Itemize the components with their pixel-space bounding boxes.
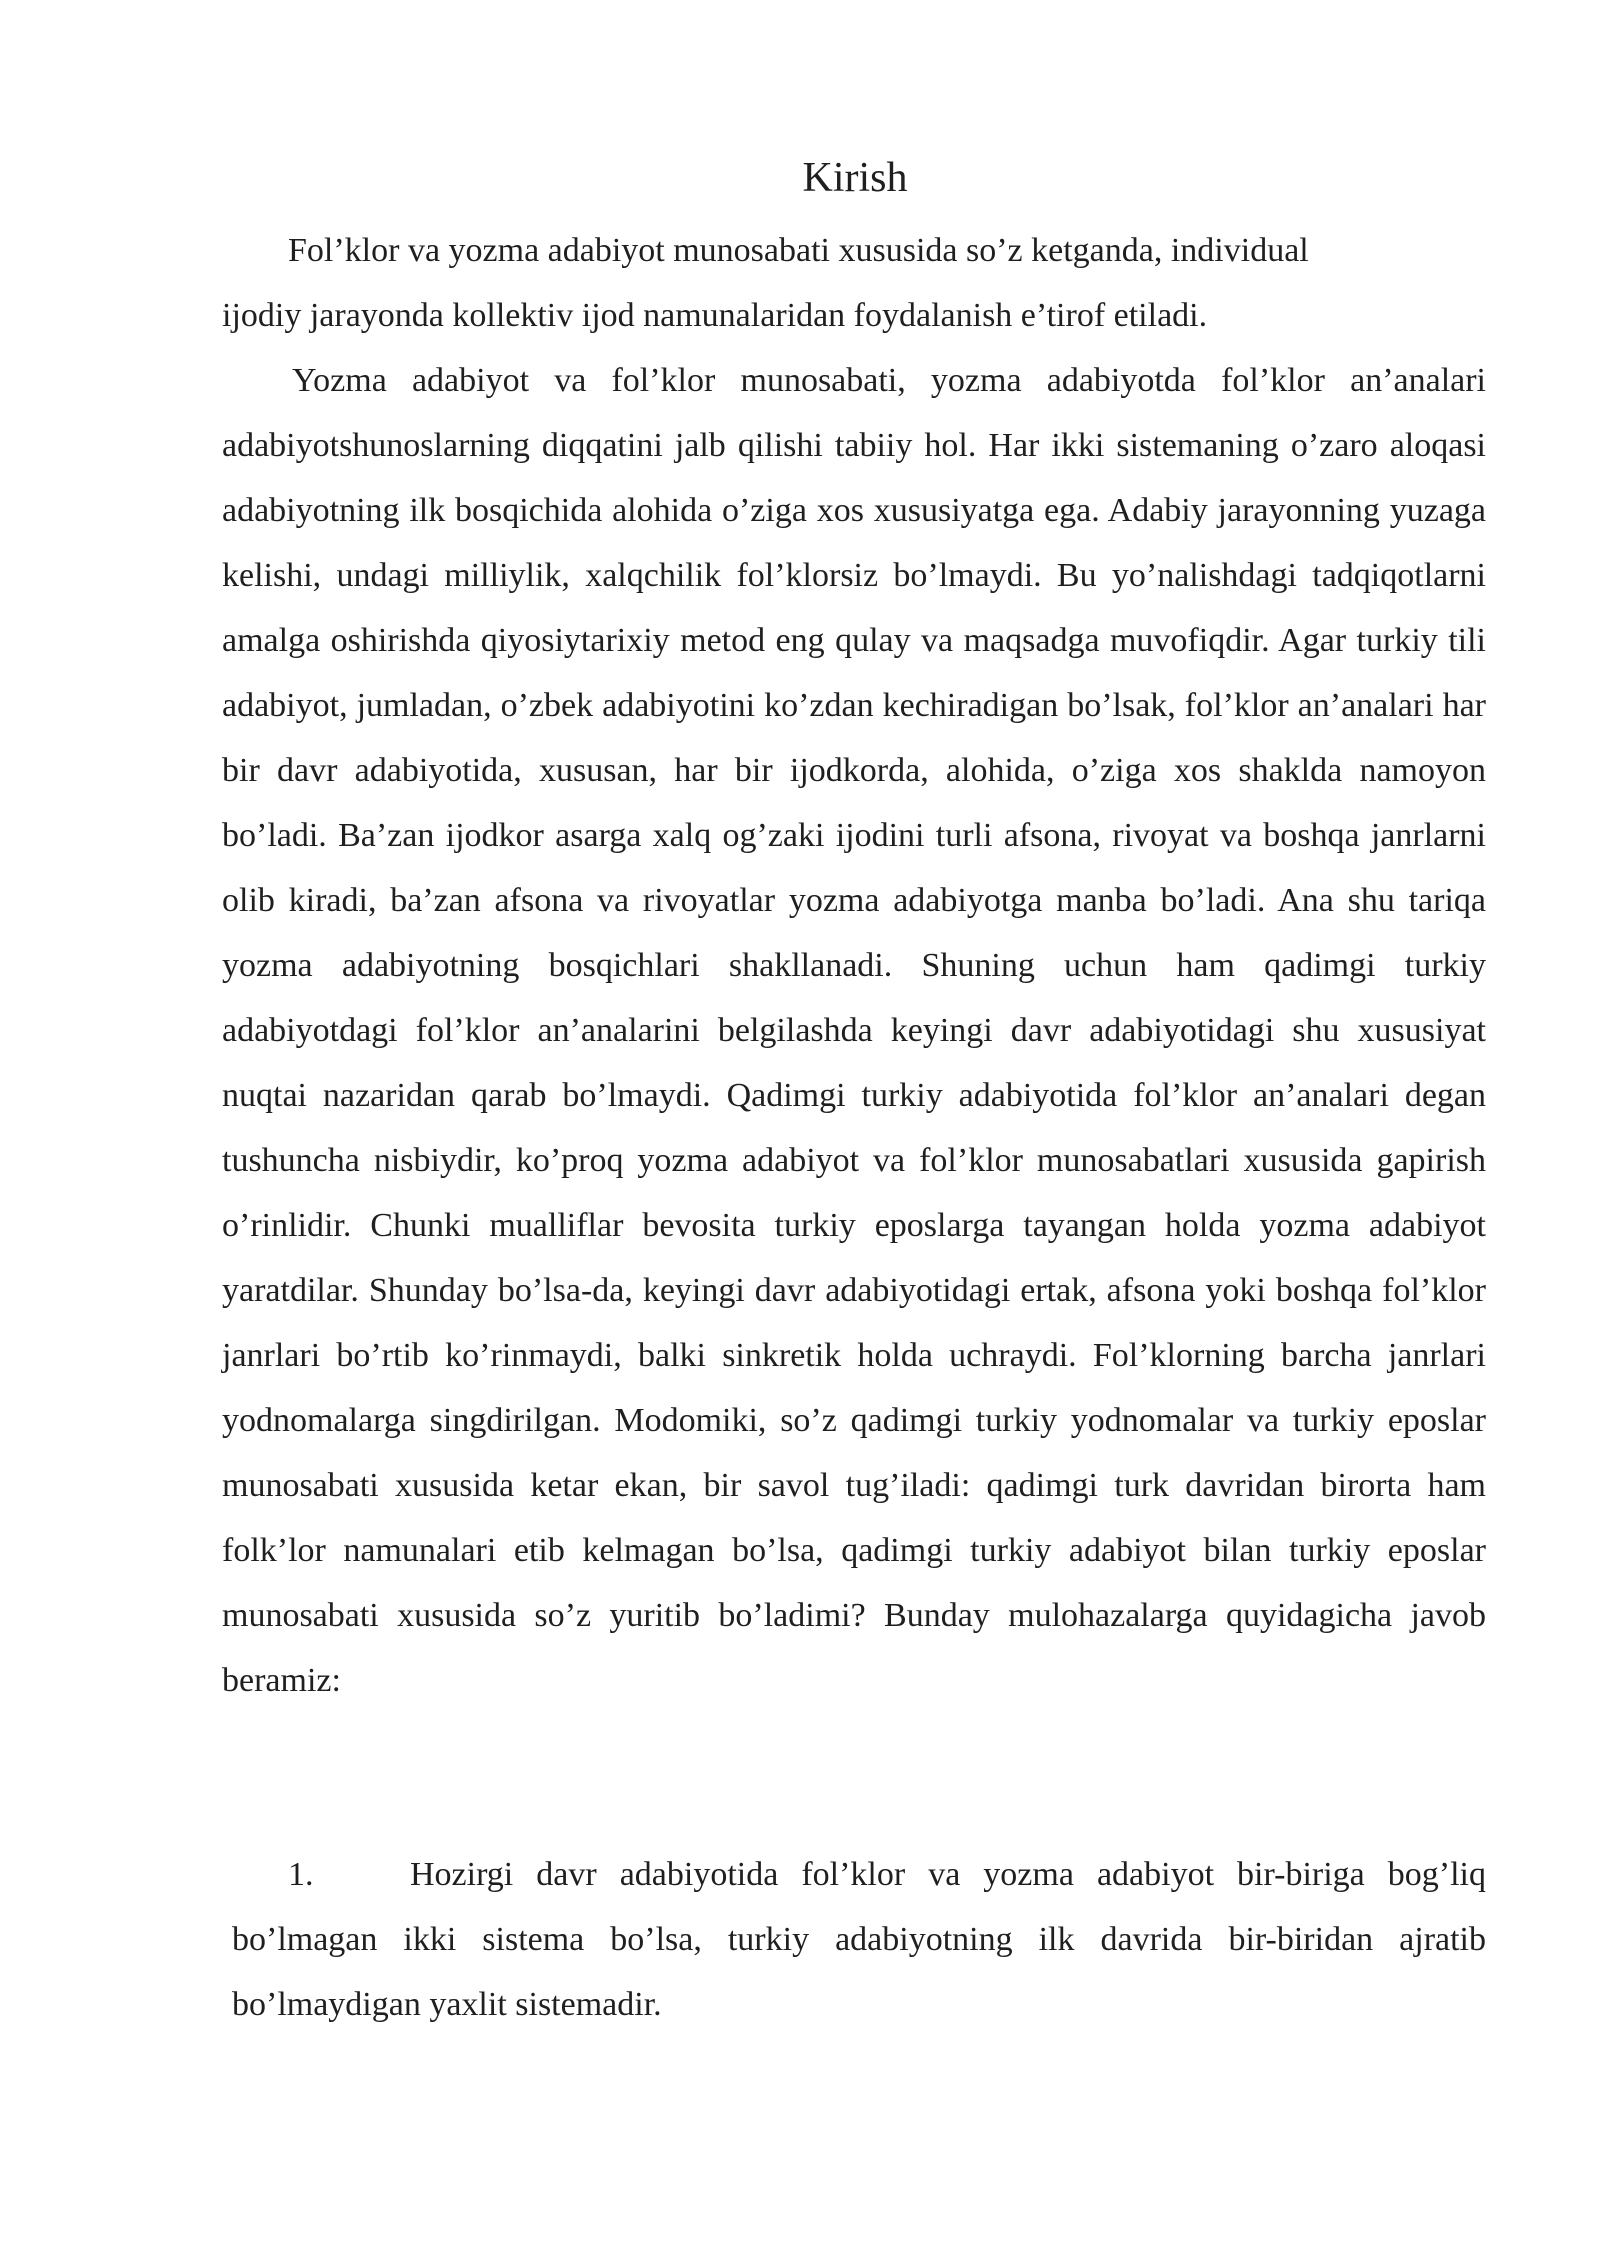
intro-paragraph-line-2: ijodiy jarayonda kollektiv ijod namunalaridan foydalanish e’tirof etiladi. [222,297,1208,334]
list-item-number: 1. [288,1856,314,1893]
intro-paragraph-line-1: Fol’klor va yozma adabiyot munosabati xususida so’z ketganda, individual [288,232,1309,269]
page-title: Kirish [802,155,908,201]
list-item [232,1842,1486,2037]
list-item-text: Hozirgi davr adabiyotida fol’klor va yozma adabiyot bir-biriga bog’liq bo’lmagan ikki sistema bo’lsa, turkiy adabiyotning ilk davrida bir-biridan ajratib bo’lmaydigan yaxlit sistemadir. [232,1856,1486,2023]
body-paragraph: Yozma adabiyot va fol’klor munosabati, yozma adabiyotda fol’klor an’analari adabiyotshunoslarning diqqatini jalb qilishi tabiiy hol. Har ikki sistemaning o’zaro aloqasi adabiyotning ilk bosqichida alohida o’ziga xos xususiyatga ega. Adabiy jarayonning yuzaga kelishi, undagi milliylik, xalqchilik fol’klorsiz bo’lmaydi. Bu yo’nalishdagi tadqiqotlarni amalga oshirishda qiyosiytarixiy metod eng qulay va maqsadga muvofiqdir. Agar turkiy tili adabiyot, jumladan, o’zbek adabiyotini ko’zdan kechiradigan bo’lsak, fol’klor an’analari har bir davr adabiyotida, xususan, har bir ijodkorda, alohida, o’ziga xos shaklda namoyon bo’ladi. Ba’zan ijodkor asarga xalq og’zaki ijodini turli afsona, rivoyat va boshqa janrlarni olib kiradi, ba’zan afsona va rivoyatlar yozma adabiyotga manba bo’ladi. Ana shu tariqa yozma adabiyotning bosqichlari shakllanadi. Shuning uchun ham qadimgi turkiy adabiyotdagi fol’klor an’analarini belgilashda keyingi davr adabiyotidagi shu xususiyat nuqtai nazaridan qarab bo’lmaydi. Qadimgi turkiy adabiyotida fol’klor an’analari degan tushuncha nisbiydir, ko’proq yozma adabiyot va fol’klor munosabatlari xususida gapirish o’rinlidir. Chunki mualliflar bevosita turkiy eposlarga tayangan holda yozma adabiyot yaratdilar. Shunday bo’lsa-da, keyingi davr adabiyotidagi ertak, afsona yoki boshqa fol’klor janrlari bo’rtib ko’rinmaydi, balki sinkretik holda uchraydi. Fol’klorning barcha janrlari yodnomalarga singdirilgan. Modomiki, so’z qadimgi turkiy yodnomalar va turkiy eposlar munosabati xususida ketar ekan, bir savol tug’iladi: qadimgi turk davridan birorta ham folk’lor namunalari etib kelmagan bo’lsa, qadimgi turkiy adabiyot bilan turkiy eposlar munosabati xususida so’z yuritib bo’ladimi? Bunday mulohazalarga quyidagicha javob beramiz: [222,362,1486,1699]
intro-paragraph [222,218,1422,348]
